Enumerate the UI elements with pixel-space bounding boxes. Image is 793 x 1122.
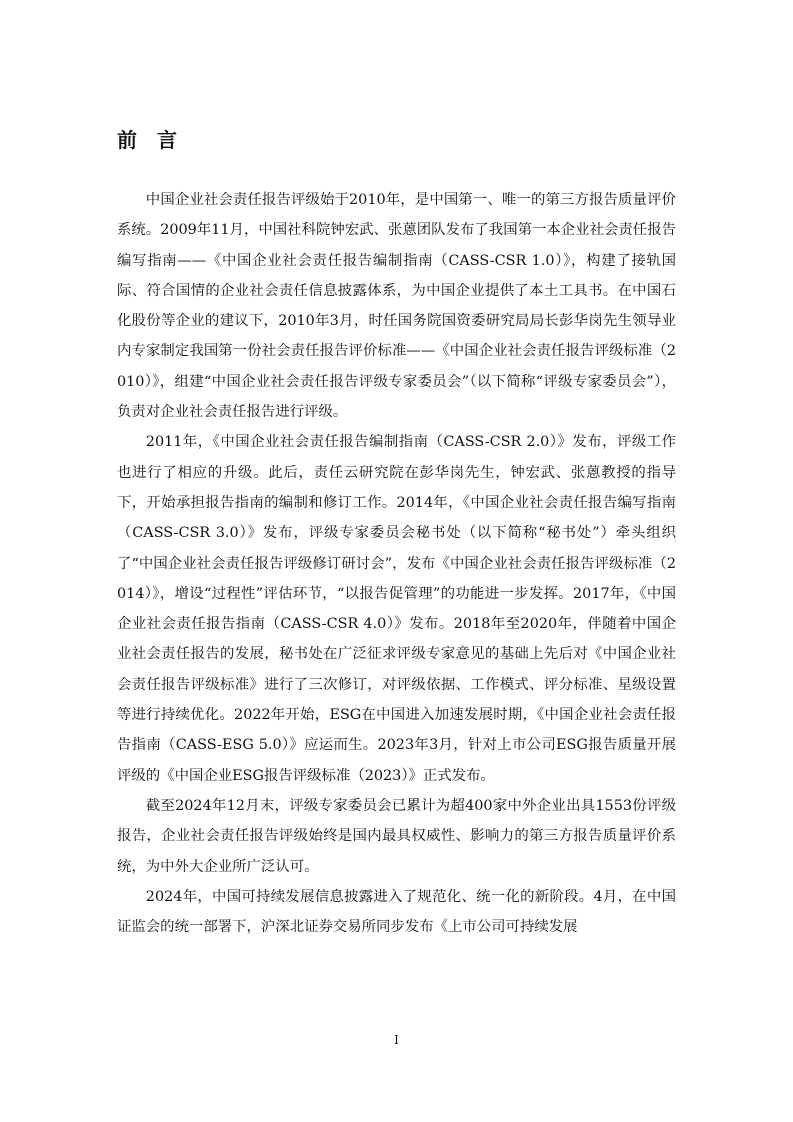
paragraph: 截至2024年12月末，评级专家委员会已累计为超400家中外企业出具1553份评级报告，企业社会责任报告评级始终是国内最具权威性、影响力的第三方报告质量评价系统，为中外大企业所广泛认可。 xyxy=(117,797,676,875)
section-heading: 前言 xyxy=(117,128,197,152)
paragraph: 2011年，《中国企业社会责任报告编制指南（CASS-CSR 2.0）》发布，评级工作也进行了相应的升级。此后，责任云研究院在彭华岗先生，钟宏武、张蒽教授的指导下，开始承担报告指南的编制和修订工作。2014年，《中国企业社会责任报告编写指南（CASS-CSR 3.0）》发布，评级专家委员会秘书处（以下简称“秘书处”）牵头组织了“中国企业社会责任报告评级修订研讨会”，发布《中国企业社会责任报告评级标准（2014）》，增设“过程性”评估环节，“以报告促管理”的功能进一步发挥。2017年，《中国企业社会责任报告指南（CASS-CSR 4.0）》发布。2018年至2020年，伴随着中国企业社会责任报告的发展，秘书处在广泛征求评级专家意见的基础上先后对《中国企业社会责任报告评级标准》进行了三次修订，对评级依据、工作模式、评分标准、星级设置等进行持续优化。2022年开始，ESG在中国进入加速发展时期，《中国企业社会责任报告指南（CASS-ESG 5.0）》应运而生。2023年3月，针对上市公司ESG报告质量开展评级的《中国企业ESG报告评级标准（2023）》正式发布。 xyxy=(117,434,676,784)
paragraph: 中国企业社会责任报告评级始于2010年，是中国第一、唯一的第三方报告质量评价系统。2009年11月，中国社科院钟宏武、张蒽团队发布了我国第一本企业社会责任报告编写指南——《中国企业社会责任报告编制指南（CASS-CSR 1.0）》，构建了接轨国际、符合国情的企业社会责任信息披露体系，为中国企业提供了本土工具书。在中国石化股份等企业的建议下，2010年3月，时任国务院国资委研究局局长彭华岗先生领导业内专家制定我国第一份社会责任报告评价标准——《中国企业社会责任报告评级标准（2010）》，组建“中国企业社会责任报告评级专家委员会”（以下简称“评级专家委员会”），负责对企业社会责任报告进行评级。 xyxy=(117,192,676,421)
body-text xyxy=(117,185,676,942)
paragraph: 2024年，中国可持续发展信息披露进入了规范化、统一化的新阶段。4月，在中国证监会的统一部署下，沪深北证券交易所同步发布《上市公司可持续发展 xyxy=(117,888,676,936)
page-number: I xyxy=(394,1033,399,1047)
